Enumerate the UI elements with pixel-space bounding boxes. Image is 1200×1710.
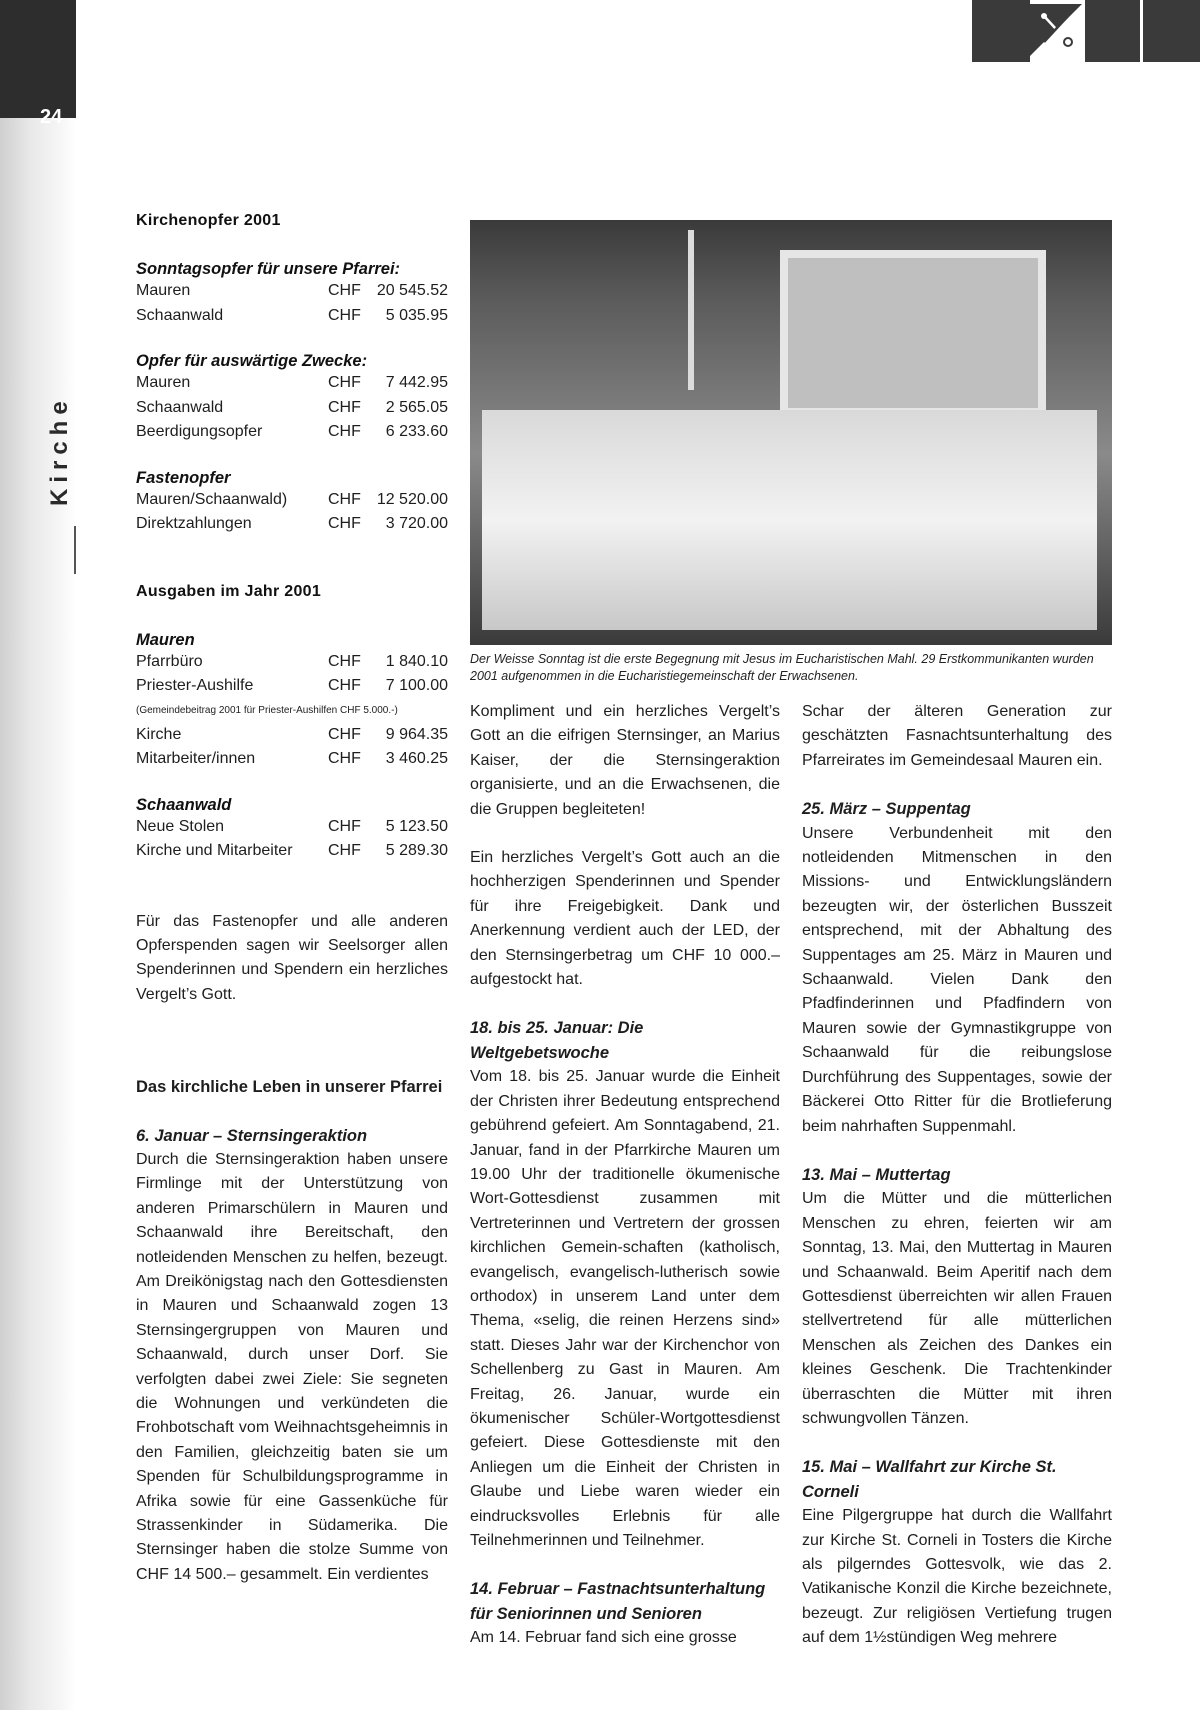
wallfahrt-text: Eine Pilgergruppe hat durch die Wallfahrt zur Kirche St. Corneli in Tosters die Kirche als pilgerndes Gottesvolk, wie das 2. Vatikanische Konzil die Kirche bezeichnete, bezeugt. Zur religiösen Vertiefung trugen auf dem 1½stündigen Weg mehrere [802,1507,1112,1647]
row-label: Pfarrbüro [136,652,203,670]
amount-row [136,304,448,329]
row-currency: CHF [328,398,361,416]
amount-row [136,839,448,864]
amount-row [136,488,448,513]
weltgebet-text: Vom 18. bis 25. Januar wurde die Einheit der Christen ihrer Bedeutung entsprechend gebührend gefeiert. Am Sonntagabend, 21. Januar, fand in der Pfarrkirche Mauren um 19.00 Uhr der traditionelle ökumenische Wort-Gottesdienst zusammen mit Vertreterinnen und Vertretern der grossen kirchlichen Gemein-schaften (katholisch, evangelisch, evangelisch-lutherisch sowie orthodox) in unserem Land unter dem Thema, «selig, die reinen Herzens sind» statt. Dieses Jahr war der Kirchenchor von Schellenberg zu Gast in Mauren. Am Freitag, 26. Januar, wurde ein ökumenischer Schüler-Wortgottesdienst gefeiert. Diese Gottesdienste mit den Anliegen um die Einheit der Christen in Glaube und Liebe waren wieder ein eindrucksvolles Erlebnis für alle Teilnehmerinnen und Teilnehmer. [470,1068,780,1549]
row-amount: 3 460.25 [385,750,448,767]
row-amount: 3 720.00 [385,515,448,532]
page-number-tab [0,0,76,118]
row-currency: CHF [328,423,361,440]
ausgaben-schaanwald [136,796,448,864]
fasnacht-heading: 14. Februar – Fastnachtsunterhaltung für Seniorinnen und Senioren [470,1580,766,1623]
page-number: 24 [40,106,63,128]
fasnacht-text: Am 14. Februar fand sich eine grosse [470,1629,737,1647]
amount-row [136,396,448,421]
middle-column [470,700,780,1651]
photo-caption: Der Weisse Sonntag ist die erste Begegnung mit Jesus im Eucharistischen Mahl. 29 Erstkommunikanten wurden 2001 aufgenommen in die Eucharistiegemeinschaft der Erwachsenen. [470,652,1094,683]
amount-row [136,650,448,675]
row-currency: CHF [328,374,361,391]
amount-row [136,512,448,537]
row-amount: 2 565.05 [385,398,448,416]
row-label: Priester-Aushilfe [136,677,254,694]
opfer-auswaertig-group [136,352,448,445]
amount-row [136,279,448,304]
suppentag-heading: 25. März – Suppentag [802,800,971,819]
group-heading: Opfer für auswärtige Zwecke: [136,352,368,370]
row-label: Mauren/Schaanwald) [136,490,288,508]
row-currency: CHF [328,652,361,670]
muttertag-heading: 13. Mai – Muttertag [802,1165,951,1184]
sonntagsopfer-group [136,260,448,328]
row-amount: 7 442.95 [385,374,448,391]
row-currency: CHF [328,842,361,859]
footnote: (Gemeindebeitrag 2001 für Priester-Aushilfen CHF 5.000.-) [136,704,398,716]
thanks-paragraph: Für das Fastenopfer und alle anderen Opferspenden sagen wir Seelsorger allen Spenderinnen und Spendern ein herzliches Vergelt’s Gott. [136,912,448,1003]
row-label: Direktzahlungen [136,515,252,532]
row-amount: 12 520.00 [376,490,448,508]
row-currency: CHF [328,750,361,767]
row-label: Kirche und Mitarbeiter [136,842,293,859]
suppentag-text: Unsere Verbundenheit mit den notleidenden Mitmenschen in den Missions- und Entwicklungsländern bezeugten wir, der österlichen Busszeit entsprechend, mit der Abhaltung des Suppentages am 25. März in Mauren und Schaanwald. Vielen Dank den Pfadfinderinnen und Pfadfindern von Mauren sowie der Gymnastikgruppe von Schaanwald für die reibungslose Durchführung des Suppentages, sowie der Bäckerei Otto Ritter für die Brotlieferung beim nahrhaften Suppenmahl. [802,824,1112,1135]
ausgaben-mauren [136,631,448,772]
row-amount: 20 545.52 [376,282,448,299]
amount-row [136,371,448,396]
row-amount: 6 233.60 [385,423,448,440]
paragraph: Kompliment und ein herzliches Vergelt’s Gott an die eifrigen Sternsinger, an Marius Kaiser, der die Sternsingeraktion organisierte, und an die Erwachsenen, die die Gruppen begleiteten! [470,703,780,818]
row-amount: 7 100.00 [385,677,448,694]
row-currency: CHF [328,490,361,508]
weltgebet-heading: 18. bis 25. Januar: Die Weltgebetswoche [470,1019,644,1062]
ausgaben-title: Ausgaben im Jahr 2001 [136,582,322,600]
row-amount: 5 123.50 [385,817,448,835]
row-currency: CHF [328,306,361,324]
paragraph: Ein herzliches Vergelt’s Gott auch an die hochherzigen Spenderinnen und Spender für ihre Freigebigkeit. Dank und Anerkennung verdient auch der LED, der den Sternsingerbetrag um CHF 10 000.– aufgestockt hat. [470,849,780,989]
photo-processional-cross [688,230,694,390]
row-label: Schaanwald [136,306,224,324]
row-currency: CHF [328,677,361,694]
left-column [136,212,448,1587]
right-column [802,700,1112,1651]
fastenopfer-group [136,469,448,537]
row-amount: 1 840.10 [385,652,448,670]
sternsinger-text: Durch die Sternsingeraktion haben unsere Firmlinge mit der Unterstützung von anderen Primarschülern in Mauren und Schaanwald ihre Bereitschaft, den notleidenden Menschen zu helfen, bezeugt. Am Dreikönigstag nach den Gottesdiensten in Mauren und Schaanwald zogen 13 Sternsingergruppen von Mauren und Schaanwald, durch unser Dorf. Sie verfolgten dabei zwei Ziele: Sie segneten die Wohnungen und verkündeten die Frohbotschaft vom Weihnachtsgeheimnis in den Familien, gleichzeitig baten sie um Spenden für Schulbildungsprogramme in Afrika sowie für eine Gassenküche für Strassenkinder in Südamerika. Die Sternsinger haben die stolze Summe von CHF 14 500.– gesammelt. Ein verdientes [136,1150,448,1583]
row-currency: CHF [328,817,361,835]
row-label: Mauren [136,282,191,299]
group-heading: Schaanwald [136,795,232,814]
row-label: Beerdigungsopfer [136,423,263,440]
erstkommunion-photo [470,220,1112,645]
row-label: Schaanwald [136,398,224,416]
section-rule [74,526,76,574]
row-label: Neue Stolen [136,817,225,835]
amount-row [136,747,448,772]
left-margin-strip [0,0,76,1710]
corner-divider [1140,0,1143,62]
row-currency: CHF [328,515,361,532]
row-currency: CHF [328,725,361,743]
row-amount: 5 035.95 [385,306,448,324]
church-keys-icon [1030,4,1082,56]
paragraph: Schar der älteren Generation zur geschätzten Fasnachtsunterhaltung des Pfarreirates im Gemeindesaal Mauren ein. [802,703,1112,769]
amount-row [136,674,448,699]
muttertag-text: Um die Mütter und die mütterlichen Menschen zu ehren, feierten wir am Sonntag, 13. Mai, den Muttertag in Mauren und Schaanwald. Beim Aperitif nach dem Gottesdienst überreichten wir allen Frauen stellvertretend für alle mütterlichen Menschen als Zeichen des Dankes ein kleines Geschenk. Die Trachtenkinder überraschten die Mütter mit ihren schwungvollen Tänzen. [802,1190,1112,1427]
group-heading: Mauren [136,630,195,649]
row-label: Mauren [136,374,191,391]
amount-row [136,420,448,445]
group-heading: Sonntagsopfer für unsere Pfarrei: [136,260,401,278]
corner-divider [1082,0,1085,62]
wallfahrt-heading: 15. Mai – Wallfahrt zur Kirche St. Corneli [802,1458,1057,1501]
photo-children-group [482,410,1097,630]
row-label: Kirche [136,725,182,743]
row-label: Mitarbeiter/innen [136,750,256,767]
amount-row [136,723,448,748]
sternsinger-heading: 6. Januar – Sternsingeraktion [136,1126,368,1145]
row-amount: 5 289.30 [385,842,448,859]
kirchenopfer-title: Kirchenopfer 2001 [136,212,281,229]
section-label: Kirche [46,395,73,506]
amount-row [136,815,448,840]
leben-title: Das kirchliche Leben in unserer Pfarrei [136,1078,443,1097]
group-heading: Fastenopfer [136,468,231,487]
corner-graphic [972,0,1200,62]
row-currency: CHF [328,282,361,299]
photo-door [780,250,1046,416]
row-amount: 9 964.35 [385,725,448,743]
